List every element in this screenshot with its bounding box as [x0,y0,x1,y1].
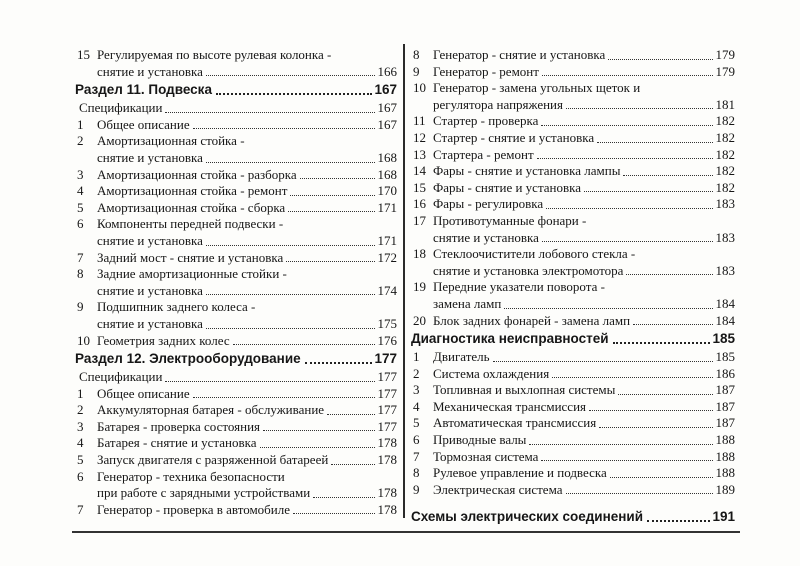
entry-number: 7 [77,249,84,265]
toc-entry-row[interactable] [411,415,735,432]
toc-entry-row[interactable] [411,213,735,230]
dot-leader [286,261,374,262]
section-12-entries [75,369,397,518]
toc-entry-row[interactable] [411,279,735,296]
section-11-entries [75,100,397,349]
dot-leader [313,497,374,498]
dot-leader [206,162,375,163]
dot-leader [331,464,374,465]
dot-leader [260,447,375,448]
entry-title: снятие и установка [97,232,203,248]
entry-title: Спецификации [79,369,163,385]
section-12-page: 177 [374,351,397,367]
entry-number: 17 [413,212,426,228]
toc-entry-row[interactable] [411,64,735,81]
dot-leader [542,75,713,76]
entry-page-number: 179 [715,47,735,62]
entry-page-number: 184 [715,312,735,328]
entry-title: Запуск двигателя с разряженной батареей [97,452,329,468]
bottom-rule [72,531,740,533]
entry-title: Автоматическая трансмиссия [433,415,597,431]
entry-page-number: 182 [715,129,735,145]
entry-page-number: 166 [377,63,397,79]
entry-page-number: 182 [715,163,735,179]
toc-entry-row[interactable] [75,283,397,300]
entry-page-number: 183 [715,229,735,245]
diagnostics-title: Диагностика неисправностей [411,331,609,347]
toc-entry-row[interactable] [411,230,735,247]
entry-page-number: 182 [715,113,735,129]
entry-number: 1 [413,349,420,365]
dot-leader [647,520,710,522]
wiring-page: 191 [712,509,735,525]
entry-page-number: 183 [715,196,735,212]
dot-leader [566,493,713,494]
dot-leader [608,59,712,60]
toc-entry-row[interactable] [411,482,735,499]
toc-entry-row[interactable] [75,452,397,469]
entry-page-number: 178 [377,435,397,451]
entry-title: Электрическая система [433,481,563,497]
entry-title: Стартер - проверка [433,113,539,129]
toc-entry-row[interactable] [411,432,735,449]
entry-title: Двигатель [433,349,490,365]
entry-number: 10 [77,332,90,348]
toc-entry-row[interactable] [75,183,397,200]
entry-page-number: 167 [377,100,397,116]
entry-number: 16 [413,196,426,212]
entry-title: Батарея - проверка состояния [97,418,261,434]
dot-leader [327,414,374,415]
toc-entry-row[interactable] [75,216,397,233]
entry-number: 13 [413,146,426,162]
entry-number: 11 [413,113,426,129]
toc-left-column [75,47,397,518]
entry-title: Спецификации [79,100,163,116]
toc-entry-row[interactable] [75,333,397,350]
entry-title: Регулируемая по высоте рулевая колонка - [97,47,332,62]
section-11-title: Раздел 11. Подвеска [75,82,212,98]
toc-entry-row[interactable] [75,64,397,81]
toc-entry-row[interactable] [75,150,397,167]
dot-leader [542,241,713,242]
toc-entry-row[interactable] [411,296,735,313]
toc-entry-row[interactable] [411,465,735,482]
entry-title: Фары - снятие и установка лампы [433,163,621,179]
entry-title: Генератор - техника безопасности [97,468,285,484]
entry-title: при работе с зарядными устройствами [97,485,311,501]
entry-title: снятие и установка [97,315,203,331]
entry-number: 2 [77,402,84,418]
toc-entry-row[interactable] [75,266,397,283]
toc-entry-row[interactable] [75,419,397,436]
dot-leader [613,342,711,344]
entry-title: регулятора напряжения [433,96,563,112]
entry-number: 8 [413,47,420,62]
entry-title: Аккумуляторная батарея - обслуживание [97,402,325,418]
entry-page-number: 177 [377,418,397,434]
entry-page-number: 175 [377,315,397,331]
entry-number: 2 [77,133,84,149]
entry-page-number: 187 [715,398,735,414]
dot-leader [504,308,712,309]
right-top-entries [411,47,735,329]
toc-spec-row[interactable] [75,369,397,386]
dot-leader [541,460,712,461]
entry-page-number: 168 [377,149,397,165]
entry-page-number: 177 [377,369,397,385]
entry-title: Механическая трансмиссия [433,398,587,414]
entry-page-number: 177 [377,402,397,418]
toc-entry-row[interactable] [75,469,397,486]
dot-leader [263,430,374,431]
toc-entry-row[interactable] [75,485,397,502]
toc-entry-row[interactable] [75,200,397,217]
dot-leader [193,397,375,398]
entry-number: 3 [413,382,420,398]
section-11-heading[interactable] [75,81,397,99]
entry-page-number: 170 [377,183,397,199]
section-11-page: 167 [374,82,397,98]
dot-leader [206,294,375,295]
entry-page-number: 188 [715,432,735,448]
entry-page-number: 172 [377,249,397,265]
dot-leader [552,377,712,378]
toc-entry-row[interactable] [75,133,397,150]
wiring-heading[interactable] [411,508,735,526]
toc-entry-row[interactable] [75,47,397,64]
entry-page-number: 168 [377,166,397,182]
entry-title: Задние амортизационные стойки - [97,266,287,282]
entry-page-number: 184 [715,295,735,311]
entry-number: 4 [77,183,84,199]
entry-number: 8 [413,465,420,481]
toc-entry-row[interactable] [411,246,735,263]
diagnostics-entries [411,349,735,498]
entry-number: 6 [77,468,84,484]
entry-title: снятие и установка [97,149,203,165]
entry-title: Фары - снятие и установка [433,179,582,195]
toc-entry-row[interactable] [75,167,397,184]
entry-title: Компоненты передней подвески - [97,216,284,232]
dot-leader [537,158,713,159]
entry-title: Передние указатели поворота - [433,279,605,295]
toc-entry-row[interactable] [75,316,397,333]
toc-spec-row[interactable] [75,100,397,117]
entry-page-number: 181 [715,96,735,112]
entry-title: Противотуманные фонари - [433,212,587,228]
toc-entry-row[interactable] [411,382,735,399]
entry-number: 18 [413,246,426,262]
section-12-title: Раздел 12. Электрооборудование [75,351,301,367]
entry-page-number: 182 [715,146,735,162]
entry-page-number: 179 [715,63,735,79]
dot-leader [293,513,374,514]
dot-leader [589,410,712,411]
entry-title: снятие и установка [97,282,203,298]
entry-page-number: 187 [715,415,735,431]
entry-title: Подшипник заднего колеса - [97,299,256,315]
entry-number: 7 [413,448,420,464]
entry-page-number: 188 [715,448,735,464]
dot-leader [288,211,374,212]
entry-page-number: 188 [715,465,735,481]
entry-title: Система охлаждения [433,365,550,381]
entry-number: 19 [413,279,426,295]
toc-entry-row[interactable] [75,435,397,452]
dot-leader [305,362,373,364]
entry-title: Общее описание [97,385,190,401]
entry-number: 5 [77,199,84,215]
toc-entry-row[interactable] [75,386,397,403]
dot-leader [584,191,712,192]
entry-number: 1 [77,116,84,132]
section-12-heading[interactable] [75,350,397,368]
toc-entry-row[interactable] [411,263,735,280]
entry-title: Амортизационная стойка - сборка [97,199,286,215]
toc-entry-row[interactable] [411,147,735,164]
entry-number: 10 [413,80,426,96]
entry-title: снятие и установка [97,63,203,79]
entry-number: 1 [77,385,84,401]
entry-title: Генератор - снятие и установка [433,47,606,62]
entry-title: Стартер - снятие и установка [433,129,595,145]
entry-number: 8 [77,266,84,282]
entry-title: Общее описание [97,116,190,132]
entry-title: снятие и установка электромотора [433,262,624,278]
toc-entry-row[interactable] [75,502,397,519]
toc-entry-row[interactable] [411,130,735,147]
entry-page-number: 183 [715,262,735,278]
entry-title: Батарея - снятие и установка [97,435,257,451]
wiring-title: Схемы электрических соединений [411,509,643,525]
entry-title: Топливная и выхлопная системы [433,382,616,398]
entry-number: 5 [77,452,84,468]
entry-page-number: 177 [377,385,397,401]
entry-number: 3 [77,418,84,434]
toc-entry-row[interactable] [411,97,735,114]
entry-page-number: 178 [377,501,397,517]
entry-number: 9 [413,63,420,79]
entry-title: снятие и установка [433,229,539,245]
dot-leader [599,427,712,428]
toc-entry-row[interactable] [411,113,735,130]
entry-page-number: 186 [715,365,735,381]
entry-title: Генератор - ремонт [433,63,539,79]
entry-number: 4 [413,398,420,414]
dot-leader [633,324,712,325]
dot-leader [566,108,713,109]
dot-leader [290,195,374,196]
entry-number: 15 [77,47,90,62]
dot-leader [618,394,712,395]
entry-title: Амортизационная стойка - ремонт [97,183,288,199]
entry-number: 6 [413,432,420,448]
entry-page-number: 187 [715,382,735,398]
entry-number: 14 [413,163,426,179]
diagnostics-heading[interactable] [411,330,735,348]
entry-title: Тормозная система [433,448,539,464]
entry-title: Стеклоочистители лобового стекла - [433,246,636,262]
toc-entry-row[interactable] [411,47,735,64]
entry-title: Фары - регулировка [433,196,544,212]
dot-leader [193,128,375,129]
column-divider [403,44,405,518]
entry-title: Рулевое управление и подвеска [433,465,607,481]
toc-entry-row[interactable] [411,180,735,197]
entry-number: 2 [413,365,420,381]
entry-title: Генератор - проверка в автомобиле [97,501,291,517]
entry-page-number: 174 [377,282,397,298]
toc-entry-row[interactable] [75,117,397,134]
entry-title: замена ламп [433,295,502,311]
toc-entry-row[interactable] [411,349,735,366]
entry-title: Блок задних фонарей - замена ламп [433,312,631,328]
entry-title: Амортизационная стойка - [97,133,245,149]
entry-number: 6 [77,216,84,232]
dot-leader [206,328,375,329]
toc-entry-row[interactable] [411,80,735,97]
toc-entry-row[interactable] [75,299,397,316]
toc-entry-row[interactable] [411,366,735,383]
dot-leader [493,361,713,362]
entry-title: Генератор - замена угольных щеток и [433,80,641,96]
entry-number: 9 [77,299,84,315]
toc-right-column [411,47,735,527]
entry-number: 3 [77,166,84,182]
entry-page-number: 178 [377,485,397,501]
dot-leader [165,381,374,382]
dot-leader [626,274,712,275]
entry-title: Геометрия задних колес [97,332,230,348]
toc-entry-row[interactable] [411,399,735,416]
dot-leader [597,142,712,143]
dot-leader [206,245,375,246]
left-top-entries [75,47,397,80]
entry-page-number: 176 [377,332,397,348]
toc-entry-row[interactable] [75,250,397,267]
dot-leader [529,444,712,445]
toc-entry-row[interactable] [75,402,397,419]
entry-page-number: 189 [715,481,735,497]
diagnostics-page: 185 [712,331,735,347]
entry-page-number: 178 [377,452,397,468]
dot-leader [233,344,375,345]
entry-title: Приводные валы [433,432,527,448]
entry-number: 20 [413,312,426,328]
entry-title: Задний мост - снятие и установка [97,249,284,265]
entry-number: 4 [77,435,84,451]
dot-leader [206,75,375,76]
toc-entry-row[interactable] [411,196,735,213]
dot-leader [623,175,712,176]
entry-title: Амортизационная стойка - разборка [97,166,297,182]
entry-number: 9 [413,481,420,497]
dot-leader [300,178,375,179]
entry-title: Стартера - ремонт [433,146,534,162]
dot-leader [546,208,712,209]
entry-number: 5 [413,415,420,431]
entry-page-number: 182 [715,179,735,195]
entry-page-number: 171 [377,199,397,215]
toc-entry-row[interactable] [411,163,735,180]
toc-entry-row[interactable] [411,313,735,330]
entry-number: 7 [77,501,84,517]
toc-entry-row[interactable] [75,233,397,250]
entry-number: 12 [413,129,426,145]
dot-leader [541,125,712,126]
dot-leader [165,112,374,113]
dot-leader [216,93,373,95]
toc-entry-row[interactable] [411,449,735,466]
entry-number: 15 [413,179,426,195]
entry-page-number: 167 [377,116,397,132]
entry-page-number: 171 [377,232,397,248]
dot-leader [610,477,713,478]
entry-page-number: 185 [715,349,735,365]
